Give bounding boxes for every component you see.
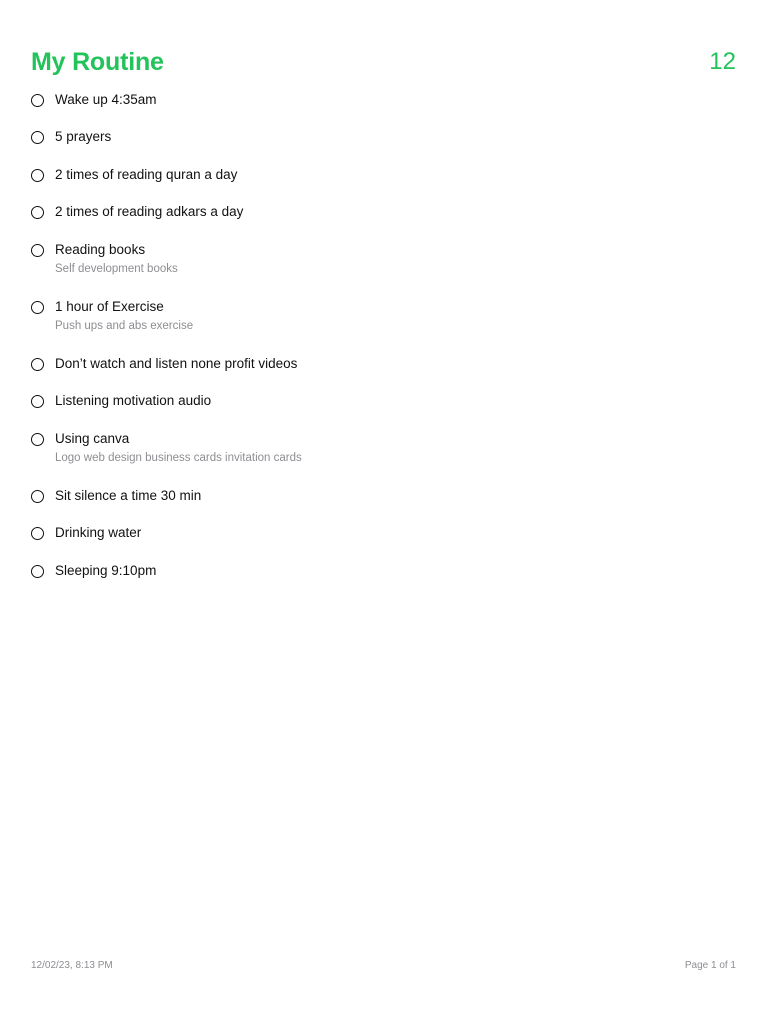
item-text: 2 times of reading adkars a day: [55, 204, 244, 220]
item-count: 12: [709, 48, 736, 75]
item-text: Sit silence a time 30 min: [55, 487, 202, 503]
list-item: [31, 89, 736, 126]
item-text: 2 times of reading quran a day: [55, 166, 238, 182]
checkbox-circle-icon[interactable]: [31, 301, 44, 314]
item-text: 5 prayers: [55, 129, 112, 145]
item-text: Reading books: [55, 241, 146, 257]
list-item: [31, 201, 736, 238]
checkbox-circle-icon[interactable]: [31, 395, 44, 408]
item-text: Listening motivation audio: [55, 393, 212, 409]
page-number: Page 1 of 1: [684, 960, 736, 971]
reminder-list: [31, 89, 736, 597]
checkbox-circle-icon[interactable]: [31, 94, 44, 107]
list-item: [31, 560, 736, 597]
list-item: [31, 485, 736, 522]
checkbox-circle-icon[interactable]: [31, 206, 44, 219]
checkbox-circle-icon[interactable]: [31, 527, 44, 540]
checkbox-circle-icon[interactable]: [31, 244, 44, 257]
item-text: Don’t watch and listen none profit videos: [55, 355, 298, 371]
list-item: [31, 390, 736, 427]
list-item: [31, 353, 736, 390]
checkbox-circle-icon[interactable]: [31, 565, 44, 578]
item-note: Push ups and abs exercise: [55, 319, 194, 332]
list-item: [31, 126, 736, 163]
list-item: [31, 164, 736, 201]
footer: [31, 960, 736, 971]
item-note: Logo web design business cards invitation cards: [55, 451, 302, 464]
header: [31, 44, 736, 80]
checkbox-circle-icon[interactable]: [31, 490, 44, 503]
checkbox-circle-icon[interactable]: [31, 433, 44, 446]
list-item: [31, 239, 736, 296]
checkbox-circle-icon[interactable]: [31, 358, 44, 371]
item-note: Self development books: [55, 262, 178, 275]
item-text: Wake up 4:35am: [55, 92, 157, 107]
item-text: Sleeping 9:10pm: [55, 562, 157, 578]
checkbox-circle-icon[interactable]: [31, 169, 44, 182]
item-text: Drinking water: [55, 525, 142, 541]
list-item: [31, 522, 736, 559]
checkbox-circle-icon[interactable]: [31, 131, 44, 144]
item-text: 1 hour of Exercise: [55, 298, 164, 314]
list-item: [31, 428, 736, 485]
item-text: Using canva: [55, 430, 130, 446]
print-timestamp: 12/02/23, 8:13 PM: [31, 960, 113, 971]
list-item: [31, 296, 736, 353]
page-title: My Routine: [31, 47, 164, 76]
